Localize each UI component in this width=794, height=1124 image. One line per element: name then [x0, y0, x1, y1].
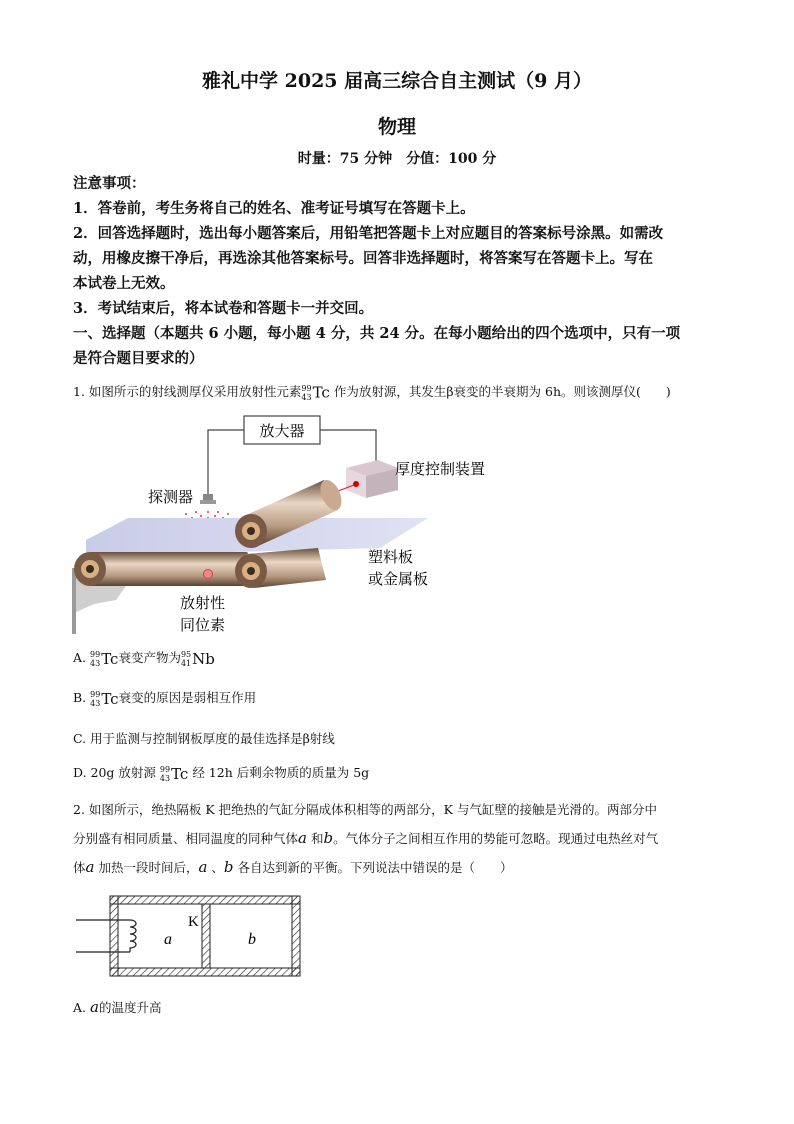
cylinder-figure: [70, 890, 310, 990]
amplifier-label: 放大器: [259, 422, 305, 440]
notice-item-2c: 本试卷上无效。: [73, 275, 175, 292]
nuclide-tc: 99 43 Tc: [90, 689, 119, 708]
heater-coil-icon: [130, 920, 136, 952]
plate-label-1: 塑料板: [368, 548, 414, 566]
time-score-info: 时量：75 分钟 分值：100 分: [297, 151, 497, 167]
nuclide-nb: 95 41 Nb: [180, 649, 215, 668]
notice-item-2a: 2．回答选择题时，选出每小题答案后，用铅笔把答题卡上对应题目的答案标号涂黑。如需改: [73, 225, 664, 242]
q2-line-3: 体a 加热一段时间后，a 、b 各自达到新的平衡。下列说法中错误的是（ ）: [73, 858, 513, 876]
detector-label: 探测器: [148, 488, 194, 506]
q2-option-a[interactable]: A. a的温度升高: [73, 998, 162, 1016]
section-1-heading-a: 一、选择题（本题共 6 小题，每小题 4 分，共 24 分。在每小题给出的四个选项中，只有一项: [73, 325, 681, 342]
q1-stem-post: 作为放射源，其发生β衰变的半衰期为 6h。则该测厚仪( ): [333, 384, 671, 399]
q1-option-b[interactable]: B. 99 43 Tc衰变的原因是弱相互作用: [73, 689, 257, 708]
partition-label: K: [188, 914, 199, 930]
q2-line-1: 2. 如图所示，绝热隔板 K 把绝热的气缸分隔成体积相等的两部分，K 与气缸壁的接触是光滑的。两部分中: [73, 802, 657, 817]
gas-a-label: a: [164, 931, 172, 948]
radioactive-source-icon: [204, 570, 213, 579]
notice-heading: 注意事项：: [73, 175, 146, 192]
plate-label-2: 或金属板: [368, 570, 429, 588]
thickness-gauge-figure: [68, 408, 508, 640]
source-label-2: 同位素: [180, 616, 226, 634]
q1-stem-pre: 1. 如图所示的射线测厚仪采用放射性元素: [73, 384, 302, 399]
detector-icon: [200, 494, 216, 504]
gas-b-label: b: [248, 931, 256, 948]
q2-line-2: 分别盛有相同质量、相同温度的同种气体a 和b。气体分子之间相互作用的势能可忽略。现通过电热丝对气: [73, 829, 659, 847]
notice-item-2b: 动，用橡皮擦干净后，再选涂其他答案标号。回答非选择题时，将答案写在答题卡上。写在: [73, 250, 653, 267]
partition-k: [202, 904, 210, 968]
nuclide-tc: 99 43 Tc: [301, 383, 330, 402]
q2-stem: [73, 796, 733, 882]
exam-title: 雅礼中学 2025 届高三综合自主测试（9 月）: [202, 70, 592, 92]
section-1-heading-b: 是符合题目要求的）: [73, 350, 204, 367]
nuclide-tc: 99 43 Tc: [159, 764, 189, 783]
q1-option-c[interactable]: C. 用于监测与控制钢板厚度的最佳选择是β射线: [73, 731, 335, 746]
subject-title: 物理: [377, 116, 416, 138]
thickness-control-label: 厚度控制装置: [395, 460, 486, 478]
source-label-1: 放射性: [180, 594, 226, 612]
q1-stem: [73, 378, 733, 407]
notice-item-1: 1．答卷前，考生务将自己的姓名、准考证号填写在答题卡上。: [73, 200, 475, 217]
q1-option-d[interactable]: D. 20g 放射源 99 43 Tc 经 12h 后剩余物质的质量为 5g: [73, 764, 370, 783]
q1-option-a[interactable]: A. 99 43 Tc衰变产物为 95 41 Nb: [73, 649, 215, 668]
nuclide-tc: 99 43 Tc: [90, 649, 119, 668]
control-device: [330, 460, 398, 498]
notice-block: [73, 171, 733, 371]
notice-item-3: 3．考试结束后，将本试卷和答题卡一并交回。: [73, 300, 374, 317]
left-roller: [74, 552, 248, 586]
lower-right-roller: [235, 548, 326, 588]
